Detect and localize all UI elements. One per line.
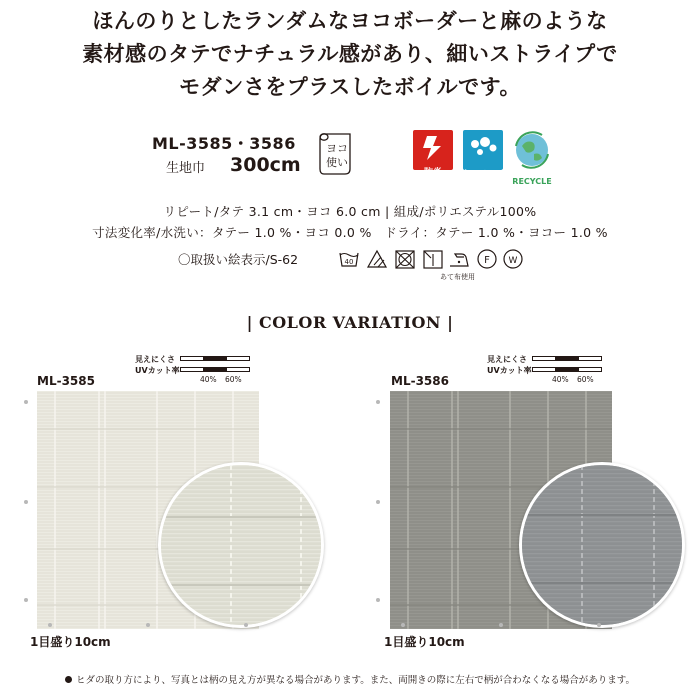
orientation-label [326,142,348,170]
zoom-circle [158,462,324,628]
recycle-label: RECYCLE [512,177,552,186]
flame-retardant-icon [413,130,453,170]
footer-note [0,672,700,686]
headline-line-2: 素材感のタテでナチュラル感があり、細いストライプで [82,41,618,66]
orientation-line-1: ヨコ [326,142,348,155]
scale-dot [401,623,405,627]
headline-line-1: ほんのりとしたランダムなヨコボーダーと麻のような [92,8,608,33]
spec-dimension-change: 寸法変化率/水洗い：タテー 1.0 %・ヨコ 0.0 % ドライ：タテー 1.0 %・ヨコー 1.0 % [92,225,608,240]
uv-cut-bar [532,367,602,372]
wash-temp-text: 40 [344,258,354,266]
scale-dot [24,598,28,602]
washable-icon [463,130,503,170]
uv-pct-left: 40% [200,375,217,384]
visibility-bar-fill [555,357,579,360]
no-bleach-icon [366,248,388,270]
swatch-panel-ml-3586 [352,345,700,665]
wet-clean-w-letter: W [508,256,518,266]
visibility-bar [532,356,602,361]
wash-40-icon [338,248,360,270]
spec-repeat-composition: リピート/タテ 3.1 cm・ヨコ 6.0 cm | 組成/ポリエステル100% [163,204,537,219]
swatch-code: ML-3585 [37,374,95,388]
flame-retardant-label: 防炎 [423,168,442,178]
orientation-line-2: 使い [326,156,348,169]
scale-dot [146,623,150,627]
visibility-bar-fill [203,357,227,360]
uv-cut-bar-fill [555,368,579,371]
uv-cut-label: UVカット率 [487,366,532,375]
uv-cut-bar [180,367,250,372]
scale-dot [48,623,52,627]
visibility-bar [180,356,250,361]
uv-pct-right: 60% [225,375,242,384]
scale-label: 1目盛り10cm [384,635,465,649]
uv-cut-bar-fill [203,368,227,371]
wet-clean-w-icon [502,248,524,270]
visibility-label: 見えにくさ [135,355,175,364]
zoom-circle [519,462,685,628]
dry-clean-f-letter: F [484,255,490,266]
line-dry-shade-icon [422,248,444,270]
recycle-icon [512,130,552,170]
fabric-width-value: 300cm [230,154,301,176]
color-variation-title: | COLOR VARIATION | [246,313,454,332]
no-tumble-dry-icon [394,248,416,270]
swatch-code: ML-3586 [391,374,449,388]
uv-pct-right: 60% [577,375,594,384]
uv-cut-label: UVカット率 [135,366,180,375]
washable-label: ウォッシャブル [462,169,504,187]
scale-label: 1目盛り10cm [30,635,111,649]
scale-dot [376,598,380,602]
headline-line-3: モダンさをプラスしたボイルです。 [179,74,521,99]
scale-dot [24,500,28,504]
scale-dot [376,400,380,404]
dry-clean-f-icon [476,248,498,270]
scale-dot [244,623,248,627]
fabric-width-label: 生地巾 [166,161,206,176]
iron-low-icon [448,248,470,270]
scale-dot [24,400,28,404]
care-label-title: 〇取扱い絵表示/S-62 [178,252,299,267]
swatch-panel-ml-3585 [0,345,350,665]
visibility-label: 見えにくさ [487,355,527,364]
footer-note-text: ヒダの取り方により、写真とは柄の見え方が異なる場合があります。また、両開きの際に左右で柄が合わなくなる場合があります。 [76,675,635,686]
bullet-icon [65,676,72,683]
scale-dot [597,623,601,627]
product-codes: ML-3585・3586 [152,134,296,153]
scale-dot [499,623,503,627]
iron-note: あて布使用 [440,273,475,281]
uv-pct-left: 40% [552,375,569,384]
scale-dot [376,500,380,504]
